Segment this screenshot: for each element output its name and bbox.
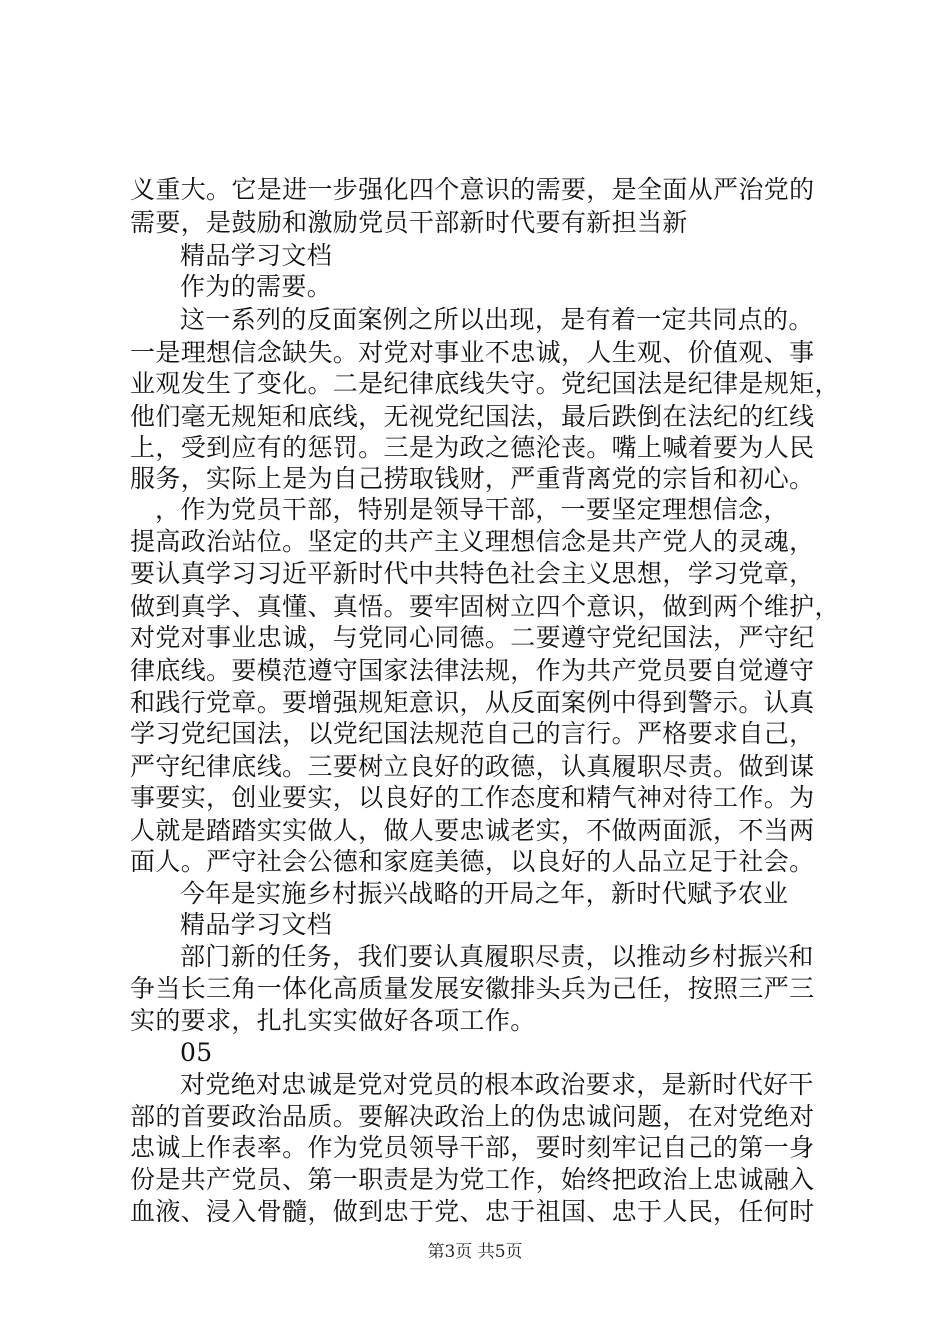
text-line: 争当长三角一体化高质量发展安徽排头兵为己任，按照三严三 bbox=[130, 974, 815, 1003]
text-line: 血液、浸入骨髓，做到忠于党、忠于祖国、忠于人民，任何时 bbox=[130, 1197, 815, 1226]
text-line: 部门新的任务，我们要认真履职尽责，以推动乡村振兴和 bbox=[180, 942, 814, 971]
text-line: 需要，是鼓励和激励党员干部新时代要有新担当新 bbox=[130, 208, 688, 237]
text-line: 人就是踏踏实实做人，做人要忠诚老实，不做两面派，不当两 bbox=[130, 816, 815, 845]
text-line: 部的首要政治品质。要解决政治上的伪忠诚问题，在对党绝对 bbox=[130, 1102, 815, 1131]
text-line: 要认真学习习近平新时代中共特色社会主义思想，学习党章， bbox=[130, 559, 815, 588]
watermark-line: 精品学习文档 bbox=[180, 241, 333, 270]
text-line: 律底线。要模范遵守国家法律法规，作为共产党员要自觉遵守 bbox=[130, 656, 815, 685]
text-line: 今年是实施乡村振兴战略的开局之年，新时代赋予农业 bbox=[180, 879, 789, 908]
text-line: 一是理想信念缺失。对党对事业不忠诚，人生观、价值观、事 bbox=[130, 338, 815, 367]
watermark-line: 精品学习文档 bbox=[180, 910, 333, 939]
text-line: 对党绝对忠诚是党对党员的根本政治要求，是新时代好干 bbox=[180, 1070, 814, 1099]
text-line: 面人。严守社会公德和家庭美德，以良好的人品立足于社会。 bbox=[130, 847, 815, 876]
text-line: 对党对事业忠诚，与党同心同德。二要遵守党纪国法，严守纪 bbox=[130, 623, 815, 652]
text-line: 做到真学、真懂、真悟。要牢固树立四个意识，做到两个维护， bbox=[130, 592, 840, 621]
text-line: 上，受到应有的惩罚。三是为政之德沦丧。嘴上喊着要为人民 bbox=[130, 433, 815, 462]
text-line: 严守纪律底线。三要树立良好的政德，认真履职尽责。做到谋 bbox=[130, 752, 815, 781]
text-line: ，作为党员干部，特别是领导干部，一要坚定理想信念， bbox=[155, 495, 789, 524]
section-number: 05 bbox=[180, 1038, 213, 1067]
text-line: 份是共产党员、第一职责是为党工作，始终把政治上忠诚融入 bbox=[130, 1165, 815, 1194]
text-line: 学习党纪国法，以党纪国法规范自己的言行。严格要求自己， bbox=[130, 719, 815, 748]
page-footer: 第3页 共5页 bbox=[427, 1242, 523, 1262]
text-line: 作为的需要。 bbox=[180, 272, 333, 301]
text-line: 这一系列的反面案例之所以出现，是有着一定共同点的。 bbox=[180, 305, 814, 334]
text-line: 事要实，创业要实，以良好的工作态度和精气神对待工作。为 bbox=[130, 783, 815, 812]
text-line: 义重大。它是进一步强化四个意识的需要，是全面从严治党的 bbox=[130, 175, 815, 204]
text-line: 业观发生了变化。二是纪律底线失守。党纪国法是纪律是规矩， bbox=[130, 369, 840, 398]
text-line: 忠诚上作表率。作为党员领导干部，要时刻牢记自己的第一身 bbox=[130, 1133, 815, 1162]
text-line: 服务，实际上是为自己捞取钱财，严重背离党的宗旨和初心。 bbox=[130, 464, 815, 493]
text-line: 提高政治站位。坚定的共产主义理想信念是共产党人的灵魂， bbox=[130, 527, 815, 556]
text-line: 实的要求，扎扎实实做好各项工作。 bbox=[130, 1006, 536, 1035]
text-line: 他们毫无规矩和底线，无视党纪国法，最后跌倒在法纪的红线 bbox=[130, 402, 815, 431]
text-line: 和践行党章。要增强规矩意识，从反面案例中得到警示。认真 bbox=[130, 688, 815, 717]
